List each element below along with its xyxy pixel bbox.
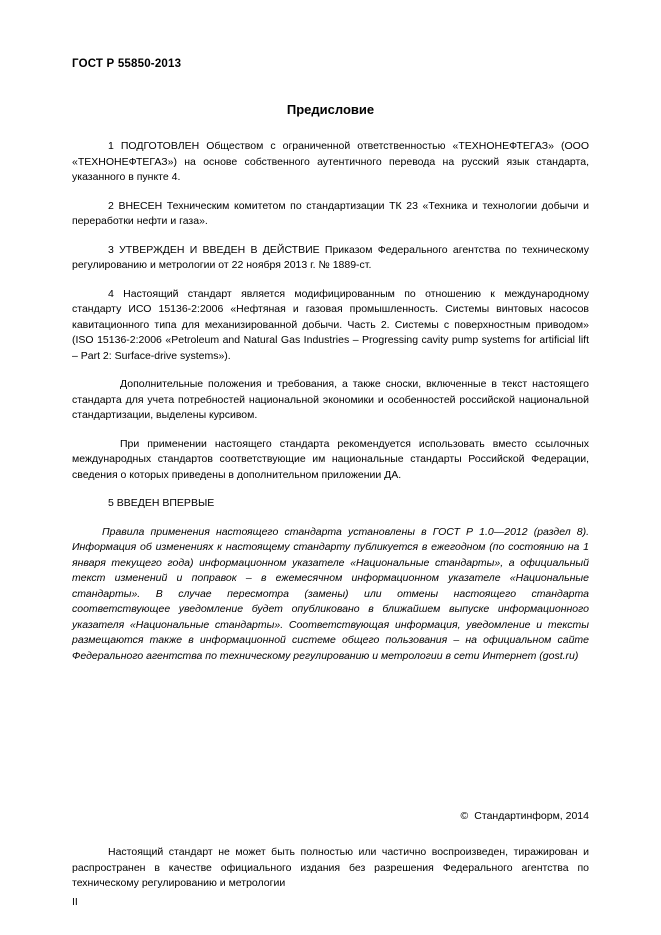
copyright-line [72,810,589,822]
paragraph-rules-italic: Правила применения настоящего стандарта установлены в ГОСТ Р 1.0—2012 (раздел 8). Информация об изменениях к настоящему стандарту публикуется в ежегодном (по состоянию на 1 января текущего года) информационном указателе «Национальные стандарты», а официальный текст изменений и поправок – в ежемесячном информационном указателе «Национальные стандарты». В случае пересмотра (замены) или отмены настоящего стандарта соответствующее уведомление будет опубликовано в ближайшем выпуске информационного указателя «Национальные стандарты». Соответствующая информация, уведомление и тексты размещаются также в информационной системе общего пользования – на официальном сайте Федерального агентства по техническому регулированию и метрологии в сети Интернет (gost.ru) [72,525,589,662]
paragraph-6: При применении настоящего стандарта рекомендуется использовать вместо ссылочных международных стандартов соответствующие им национальные стандарты Российской Федерации, сведения о которых приведены в дополнительном приложении ДА. [72,437,589,481]
paragraph-2: 2 ВНЕСЕН Техническим комитетом по стандартизации ТК 23 «Техника и технологии добычи и переработки нефти и газа». [72,199,589,227]
standard-code: ГОСТ Р 55850-2013 [72,58,182,70]
paragraph-4: 4 Настоящий стандарт является модифицированным по отношению к международному стандарту ИСО 15136-2:2006 «Нефтяная и газовая промышленность. Системы винтовых насосов кавитационного типа для механизированной добычи. Часть 2. Системы с поверхностным приводом» (ISO 15136-2:2006 «Petroleum and Natural Gas Industries – Progressing cavity pump systems for artificial lift – Part 2: Surface-drive systems»). [72,287,589,362]
copyright-text: Стандартинформ, 2014 [474,810,589,822]
copyright-symbol: © [460,810,469,822]
paragraph-3: 3 УТВЕРЖДЕН И ВВЕДЕН В ДЕЙСТВИЕ Приказом Федерального агентства по техническому регулированию и метрологии от 22 ноября 2013 г. № 1889-ст. [72,243,589,271]
paragraph-5: Дополнительные положения и требования, а также сноски, включенные в текст настоящего стандарта для учета потребностей национальной экономики и особенностей российской национальной стандартизации, выделены курсивом. [72,378,589,421]
reproduction-notice: Настоящий стандарт не может быть полностью или частично воспроизведен, тиражирован и распространен в качестве официального издания без разрешения Федерального агентства по техническому регулированию и метрологии [72,846,589,889]
paragraph-7: 5 ВВЕДЕН ВПЕРВЫЕ [108,497,215,509]
page-content [72,58,589,677]
paragraph-1: 1 ПОДГОТОВЛЕН Обществом с ограниченной ответственностью «ТЕХНОНЕФТЕГАЗ» (ООО «ТЕХНОНЕФТЕГАЗ») на основе собственного аутентичного перевода на русский язык стандарта, указанного в пункте 4. [72,140,589,183]
section-title: Предисловие [286,102,375,117]
page-number: II [72,896,78,908]
